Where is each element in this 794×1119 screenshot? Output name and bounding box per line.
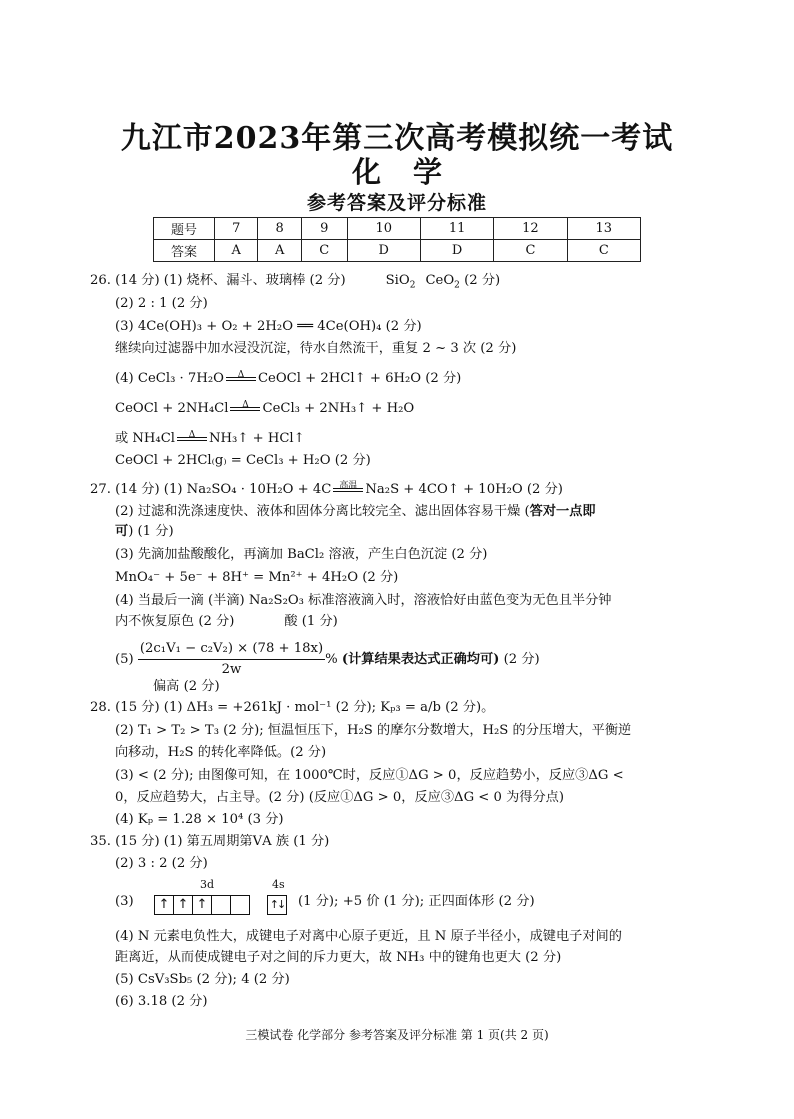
equation-right: CeCl₃ + 2NH₃↑ + H₂O — [262, 401, 415, 416]
answer-text: 内不恢复原色 (2 分) — [115, 614, 235, 629]
condition-label: Δ — [242, 399, 249, 410]
equation-left: CeOCl + 2NH₄Cl — [115, 401, 229, 416]
orbital-4s-label: 4s — [272, 878, 285, 891]
q27-line-7 — [115, 613, 338, 631]
table-cell: 7 — [215, 218, 258, 240]
equation-right: Na₂S + 4CO↑ + 10H₂O (2 分) — [365, 482, 563, 497]
high-temp-condition-arrow — [331, 480, 365, 492]
table-cell: 题号 — [154, 218, 215, 240]
score-note: ) (1 分) — [128, 524, 174, 539]
exam-title: 九江市2023年第三次高考模拟统一考试 — [120, 121, 674, 156]
equation-left: (4) CeCl₃ · 7H₂O — [115, 371, 224, 386]
table-cell: 10 — [347, 218, 420, 240]
answer-text: (2) 过滤和洗涤速度快、液体和固体分离比较完全、滤出固体容易干燥 ( — [115, 504, 530, 519]
q27-line-1 — [90, 481, 563, 499]
q28-line-5: 0，反应趋势大，占主导。(2 分) (反应①ΔG > 0，反应③ΔG < 0 为得分点) — [115, 790, 565, 805]
table-cell: C — [301, 240, 347, 262]
equation-left: 或 NH₄Cl — [115, 431, 176, 446]
q35-line-5: 距离近，从而使成键电子对之间的斥力更大，故 NH₃ 中的键角也更大 (2 分) — [115, 950, 562, 965]
table-cell: A — [215, 240, 258, 262]
equation-left: 27. (14 分) (1) Na₂SO₄ · 10H₂O + 4C — [90, 482, 332, 497]
purity-expression-fraction — [138, 640, 325, 679]
q27-line-6: (4) 当最后一滴 (半滴) Na₂S₂O₃ 标准溶液滴入时，溶液恰好由蓝色变为无色且半分钟 — [115, 593, 612, 608]
table-cell: 11 — [420, 218, 493, 240]
q35-line-6: (5) CsV₃Sb₅ (2 分); 4 (2 分) — [115, 972, 290, 987]
q28-line-4: (3) < (2 分); 由图像可知，在 1000℃时，反应①ΔG > 0，反应趋势小，反应③ΔG < — [115, 768, 624, 783]
bold-note: 可 — [115, 524, 129, 539]
answer-text: 酸 (1 分) — [284, 614, 338, 629]
orbital-box: ↑↓ — [267, 895, 287, 915]
q27-line-8 — [115, 640, 540, 679]
condition-label: Δ — [188, 429, 196, 440]
orbital-3d-label: 3d — [200, 878, 215, 891]
q26-line-2: (2) 2 : 1 (2 分) — [115, 296, 208, 311]
q28-line-2: (2) T₁ > T₂ > T₃ (2 分); 恒温恒压下，H₂S 的摩尔分数增大，H₂S 的分压增大，平衡逆 — [115, 723, 632, 738]
fraction-numerator: (2c₁V₁ − c₂V₂) × (78 + 18x) — [138, 640, 325, 660]
percent-sign: % — [325, 652, 338, 667]
part-label: (5) — [115, 652, 134, 667]
orbital-diagram-4s — [268, 895, 287, 915]
orbital-box — [230, 895, 250, 915]
subscript: 2 — [454, 280, 460, 291]
orbital-diagram-3d — [155, 895, 250, 915]
q27-line-4: (3) 先滴加盐酸酸化，再滴加 BaCl₂ 溶液，产生白色沉淀 (2 分) — [115, 547, 488, 562]
subscript: 2 — [409, 280, 416, 291]
table-cell: C — [567, 240, 640, 262]
q26-line-6 — [115, 400, 414, 418]
condition-label: Δ — [237, 369, 245, 380]
heat-condition-arrow — [175, 429, 209, 441]
answer-row — [154, 240, 641, 262]
orbital-box: ↑ — [154, 895, 174, 915]
q27-line-9: 偏高 (2 分) — [153, 679, 220, 694]
q26-part1-text: 26. (14 分) (1) 烧杯、漏斗、玻璃棒 (2 分) — [90, 273, 346, 288]
q35-line-3-label: (3) — [115, 894, 134, 909]
equation-right: NH₃↑ + HCl↑ — [209, 431, 305, 446]
q26-line-8: CeOCl + 2HCl₍g₎ = CeCl₃ + H₂O (2 分) — [115, 453, 371, 468]
page-footer: 三模试卷 化学部分 参考答案及评分标准 第 1 页(共 2 页) — [245, 1028, 549, 1042]
q27-line-2 — [115, 503, 596, 521]
q28-line-3: 向移动，H₂S 的转化率降低。(2 分) — [115, 745, 327, 760]
table-cell: A — [258, 240, 301, 262]
heat-condition-arrow — [228, 399, 262, 411]
q35-line-2: (2) 3 : 2 (2 分) — [115, 856, 208, 871]
condition-label: 高温 — [339, 480, 358, 491]
q35-line-1: 35. (15 分) (1) 第五周期第ⅤA 族 (1 分) — [90, 834, 330, 849]
ceo2-formula: CeO — [425, 273, 455, 288]
question-number-row — [154, 218, 641, 240]
q26-line-7 — [115, 430, 305, 448]
fraction-denominator: 2w — [221, 662, 242, 677]
bold-note: (计算结果表达式正确均可) — [341, 652, 500, 667]
table-cell: 9 — [301, 218, 347, 240]
orbital-box: ↑ — [173, 895, 193, 915]
q26-line-5 — [115, 370, 461, 388]
answer-table — [153, 217, 641, 262]
sio2-formula: SiO — [385, 273, 410, 288]
q35-line-7: (6) 3.18 (2 分) — [115, 994, 208, 1009]
q26-line-3: (3) 4Ce(OH)₃ + O₂ + 2H₂O ══ 4Ce(OH)₄ (2 分) — [115, 319, 422, 334]
table-cell: D — [347, 240, 420, 262]
q26-line-4: 继续向过滤器中加水浸没沉淀，待水自然流干，重复 2 ~ 3 次 (2 分) — [115, 341, 517, 356]
q26-line-1 — [90, 272, 500, 290]
q28-line-1: 28. (15 分) (1) ΔH₃ = +261kJ · mol⁻¹ (2 分); Kₚ₃ = a/b (2 分)。 — [90, 700, 495, 715]
table-cell: 13 — [567, 218, 640, 240]
table-cell: C — [494, 240, 567, 262]
answer-key-subtitle: 参考答案及评分标准 — [306, 192, 487, 214]
bold-note: 答对一点即 — [529, 504, 596, 519]
q35-line-4: (4) N 元素电负性大，成键电子对离中心原子更近，且 N 原子半径小，成键电子对间的 — [115, 929, 622, 944]
q27-line-5: MnO₄⁻ + 5e⁻ + 8H⁺ = Mn²⁺ + 4H₂O (2 分) — [115, 570, 399, 585]
orbital-box: ↑ — [192, 895, 212, 915]
score-note: (2 分) — [464, 273, 501, 288]
q28-line-6: (4) Kₚ = 1.28 × 10⁴ (3 分) — [115, 812, 284, 827]
table-cell: 8 — [258, 218, 301, 240]
equation-right: CeOCl + 2HCl↑ + 6H₂O (2 分) — [257, 371, 462, 386]
q27-line-3 — [115, 523, 174, 541]
table-cell: 12 — [494, 218, 567, 240]
q35-line-3: (1 分); +5 价 (1 分); 正四面体形 (2 分) — [298, 894, 535, 909]
heat-condition-arrow — [224, 369, 258, 381]
table-cell: 答案 — [154, 240, 215, 262]
score-note: (2 分) — [503, 652, 540, 667]
table-cell: D — [420, 240, 493, 262]
orbital-box — [211, 895, 231, 915]
subject-title: 化学 — [351, 155, 474, 189]
